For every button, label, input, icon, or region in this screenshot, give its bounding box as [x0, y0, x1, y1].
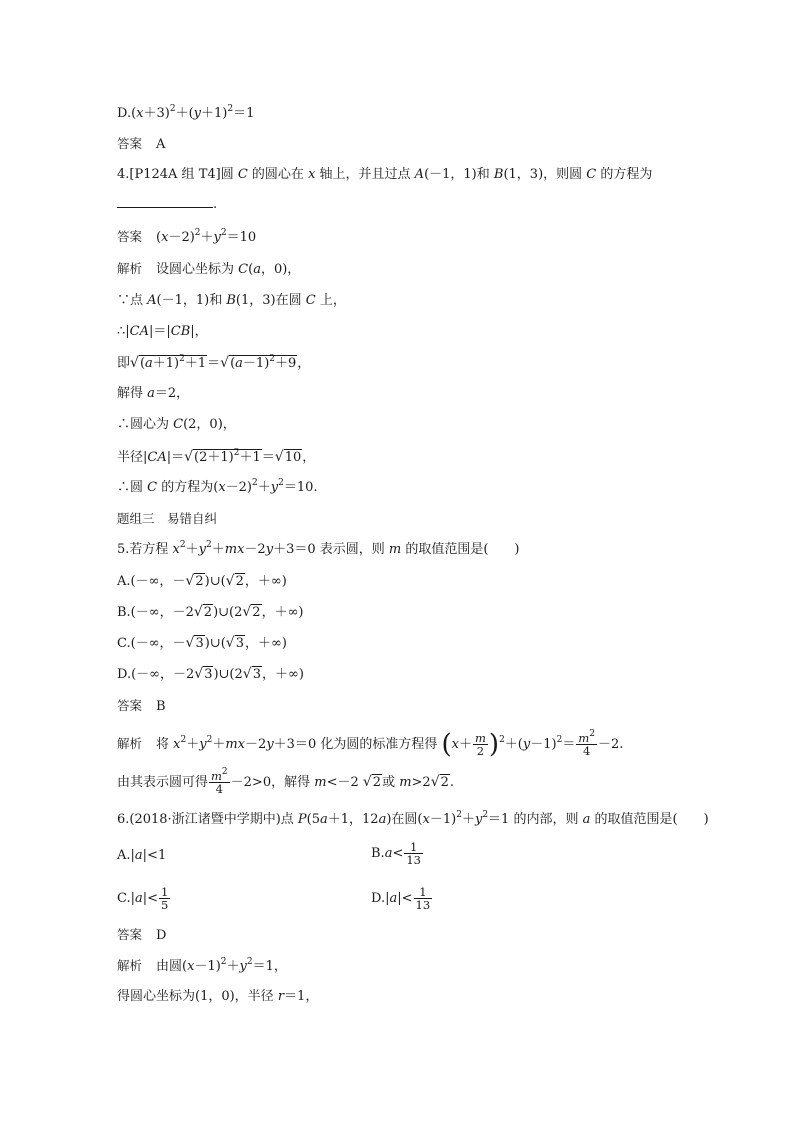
analysis-line — [117, 729, 623, 760]
answer-line — [117, 926, 166, 945]
q5-option-b: B.(－∞，－2√2)∪(2√2，＋∞) — [117, 604, 304, 620]
answer-value: B — [156, 699, 166, 714]
analysis-label: 解析 — [117, 958, 143, 973]
solution-step: 得圆心坐标为(1，0)，半径 r＝1， — [117, 989, 319, 1004]
solution-step: ∴圆心为 C(2，0)， — [117, 417, 236, 432]
answer-label: 答案 — [117, 698, 143, 713]
q6-option-b: B.a< $\frac{1}{13}$ — [371, 840, 421, 867]
analysis-text: 设圆心坐标为 C(a，0)， — [156, 262, 301, 277]
q3-option-d: $D.(x+3)^2+(y+1)^2=1$ — [117, 104, 255, 121]
answer-line — [117, 135, 165, 154]
analysis-line — [117, 260, 300, 279]
solution-step: 解得 a＝2， — [117, 386, 190, 401]
answer-value: A — [156, 137, 166, 152]
solution-step: ∴|CA|＝|CB|， — [117, 324, 208, 339]
answer-line — [117, 228, 256, 247]
analysis-text: 由圆$(x-1)^2+y^2=1$， — [156, 957, 287, 974]
solution-step: ∴圆 C 的方程为$(x-2)^2+y^2=10$. — [117, 478, 318, 495]
answer-label: 答案 — [117, 136, 143, 151]
answer-label: 答案 — [117, 927, 143, 942]
answer-blank-line: . — [117, 196, 217, 214]
analysis-label: 解析 — [117, 736, 143, 751]
answer-value: D — [156, 928, 167, 943]
q5-option-a: A.(－∞，－√2)∪(√2，＋∞) — [117, 573, 287, 589]
answer-blank — [117, 197, 213, 208]
q5-option-c: C.(－∞，－√3)∪(√3，＋∞) — [117, 635, 287, 651]
section-heading: 题组三 易错自纠 — [117, 511, 218, 526]
question-6: 6.(2018·浙江诸暨中学期中)点 P(5a＋1，12a)在圆$(x-1)^2+y^2=1$ 的内部，则 a 的取值范围是( ) — [117, 810, 709, 827]
q6-option-d: D.|a|< $\frac{1}{13}$ — [371, 885, 431, 912]
question-5: 5.若方程 $x^2+y^2+mx-2y+3=0$ 表示圆，则 m 的取值范围是( ) — [117, 540, 520, 557]
q6-option-c: C.|a|< $\frac{1}{5}$ — [117, 885, 169, 912]
q5-option-d: D.(－∞，－2√3)∪(2√3，＋∞) — [117, 666, 304, 682]
solution-step: 由其表示圆可得 $\frac{m^2}{4}$ －2>0，解得 m<－2 √2或 m>2√2. — [117, 767, 455, 796]
solution-step: 即$√(a+1)^2+1=√(a-1)^2+9$， — [117, 354, 311, 371]
analysis-formula: 将 $x^2+y^2+mx-2y+3=0$ 化为圆的标准方程得 (x＋ $\frac{m}{2}$ )$^2+(y-1)^2=$ $\frac{m^2}{4}$ －2. — [156, 729, 624, 760]
analysis-line — [117, 957, 287, 976]
question-4: 4.[P124A 组 T4]圆 C 的圆心在 x 轴上，并且过点 A(－1，1)和 B(1，3)，则圆 C 的方程为 — [117, 167, 653, 182]
answer-formula: $(x-2)^2+y^2=10$ — [156, 228, 257, 245]
solution-step: 半径$|CA|=√(2+1)^2+1=√10$， — [117, 448, 316, 465]
analysis-label: 解析 — [117, 261, 143, 276]
solution-step: ∵点 A(－1，1)和 B(1，3)在圆 C 上， — [117, 293, 346, 308]
answer-line — [117, 697, 166, 716]
q6-option-a: A.|a|<1 — [117, 848, 167, 863]
answer-label: 答案 — [117, 229, 143, 244]
